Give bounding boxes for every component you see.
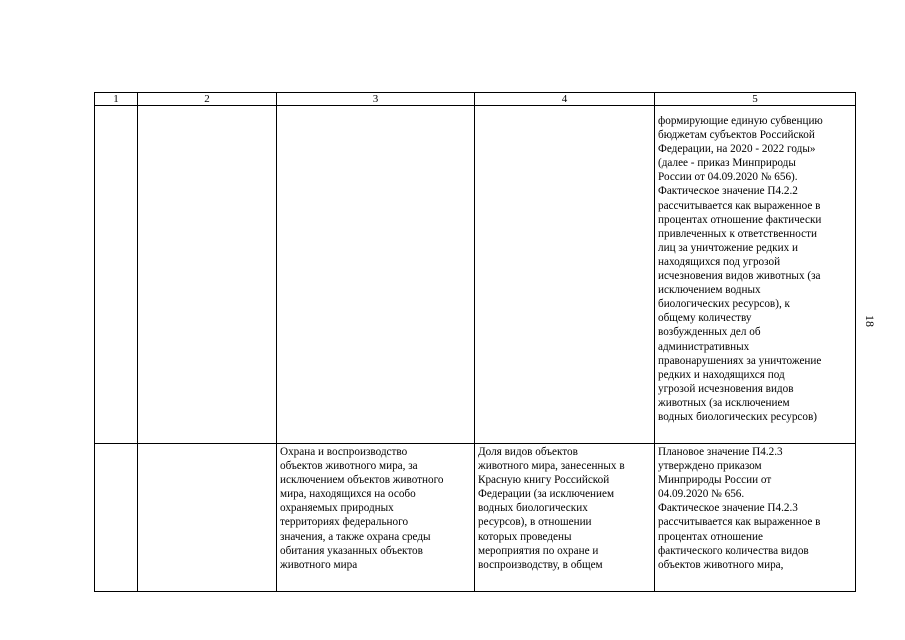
cell-text	[475, 106, 654, 107]
table-cell-col1	[95, 444, 138, 592]
cell-text	[95, 444, 137, 445]
table-cell-col2	[138, 444, 277, 592]
data-table	[94, 92, 856, 592]
cell-text	[277, 106, 474, 107]
table-cell-col3	[277, 106, 475, 444]
table-cell-col3	[277, 444, 475, 592]
table-cell-col4	[475, 106, 655, 444]
column-header-1: 1	[95, 93, 138, 106]
cell-text: формирующие единую субвенцию бюджетам субъектов Российской Федерации, на 2020 - 2022 годы» (далее - приказ Минприроды России от 04.09.2020 № 656). Фактическое значение П4.2.2 рассчитывается как выраженное в процентах отношение фактически привлеченных к ответственности лиц за уничтожение редких и находящихся под угрозой исчезновения видов животных (за исключением водных биологических ресурсов), к общему количеству возбужденных дел об административных правонарушениях за уничтожение редких и находящихся под угрозой исчезновения видов животных (за исключением водных биологических ресурсов)	[658, 115, 823, 423]
table-header-row	[95, 93, 856, 106]
column-header-5: 5	[655, 93, 856, 106]
table-cell-col2	[138, 106, 277, 444]
table-row	[95, 106, 856, 444]
column-header-4: 4	[475, 93, 655, 106]
table-cell-col5	[655, 444, 856, 592]
column-header-2: 2	[138, 93, 277, 106]
table-cell-col4	[475, 444, 655, 592]
cell-text: Доля видов объектов животного мира, занесенных в Красную книгу Российской Федерации (за исключением водных биологических ресурсов), в отношении которых проведены мероприятия по охране и воспроизводству, в общем	[478, 446, 625, 571]
cell-text	[138, 106, 276, 107]
table-cell-col5	[655, 106, 856, 444]
page-number: 18	[863, 315, 877, 327]
column-header-3: 3	[277, 93, 475, 106]
cell-text	[95, 106, 137, 107]
table-row	[95, 444, 856, 592]
cell-text: Плановое значение П4.2.3 утверждено приказом Минприроды России от 04.09.2020 № 656. Фактическое значение П4.2.3 рассчитывается как выраженное в процентах отношение фактического количества видов объектов животного мира,	[658, 446, 821, 571]
table-cell-col1	[95, 106, 138, 444]
cell-text: Охрана и воспроизводство объектов животного мира, за исключением объектов животного мира, находящихся на особо охраняемых природных территориях федерального значения, а также охрана среды обитания указанных объектов животного мира	[280, 446, 444, 571]
cell-text	[138, 444, 276, 445]
